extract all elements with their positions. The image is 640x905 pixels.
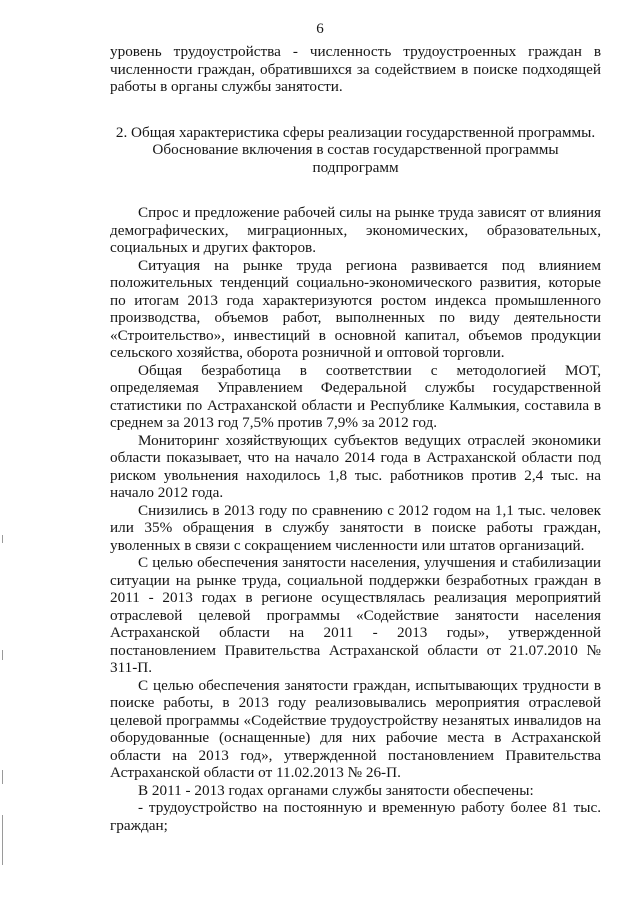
scan-margin-mark	[2, 650, 3, 660]
scan-margin-mark	[2, 535, 3, 543]
scan-margin-mark	[2, 815, 3, 865]
paragraph: Мониторинг хозяйствующих субъектов ведущих отраслей экономики области показывает, что на начало 2014 года в Астраханской области под риском увольнения находилось 1,8 тыс. работников против 2,4 тыс. на начало 2012 года.	[110, 431, 601, 501]
paragraph: Снизились в 2013 году по сравнению с 2012 годом на 1,1 тыс. человек или 35% обращения в службу занятости в поиске работы граждан, уволенных в связи с сокращением численности или штатов организаций.	[110, 501, 601, 554]
section-gap	[110, 176, 601, 204]
paragraph: С целью обеспечения занятости населения, улучшения и стабилизации ситуации на рынке труда, социальной поддержки безработных граждан в 2011 - 2013 годах в регионе осуществлялась реализация мероприятий отраслевой целевой программы «Содействие занятости населения Астраханской области на 2011 - 2013 годы», утвержденной постановлением Правительства Астраханской области от 21.07.2010 № 311-П.	[110, 554, 601, 676]
paragraph: Ситуация на рынке труда региона развивается под влиянием положительных тенденций социально-экономического развития, которые по итогам 2013 года характеризуются ростом индекса промышленного производства, объемов работ, выполненных по виду деятельности «Строительство», инвестиций в основной капитал, объемов продукции сельского хозяйства, оборота розничной и оптовой торговли.	[110, 256, 601, 361]
scan-margin-mark	[2, 770, 3, 784]
section-heading: 2. Общая характеристика сферы реализации государственной программы. Обоснование включения в состав государственной программы подпрограмм	[115, 123, 596, 176]
paragraph: С целью обеспечения занятости граждан, испытывающих трудности в поиске работы, в 2013 году реализовывались мероприятия отраслевой целевой программы «Содействие трудоустройству незанятых инвалидов на оборудованные (оснащенные) для них рабочие места в Астраханской области на 2013 год», утвержденной постановлением Правительства Астраханской области от 11.02.2013 № 26-П.	[110, 676, 601, 781]
paragraph: Общая безработица в соответствии с методологией МОТ, определяемая Управлением Федеральной службы государственной статистики по Астраханской области и Республике Калмыкия, составила в среднем за 2013 год 7,5% против 7,9% за 2012 год.	[110, 361, 601, 431]
document-body	[110, 43, 601, 834]
page-number: 6	[316, 21, 324, 37]
paragraph-intro: уровень трудоустройства - численность трудоустроенных граждан в численности граждан, обратившихся за содействием в поиске подходящей работы в органы службы занятости.	[110, 43, 601, 95]
paragraph: В 2011 - 2013 годах органами службы занятости обеспечены:	[138, 781, 534, 799]
paragraph: Спрос и предложение рабочей силы на рынке труда зависят от влияния демографических, миграционных, экономических, образовательных, социальных и других факторов.	[110, 204, 601, 256]
paragraph: - трудоустройство на постоянную и временную работу более 81 тыс. граждан;	[110, 799, 601, 834]
